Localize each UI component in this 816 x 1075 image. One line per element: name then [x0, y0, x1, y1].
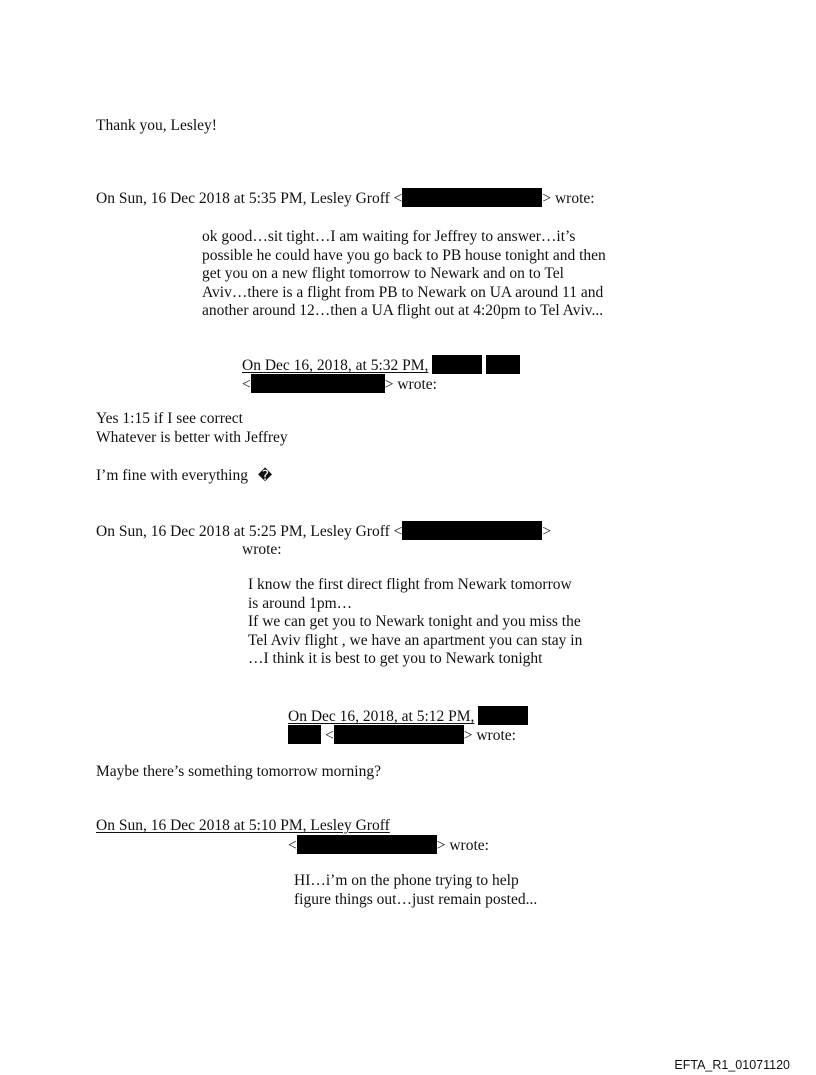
reply-header-5-address [288, 835, 489, 855]
message-body-3 [248, 576, 582, 669]
reply-header-4-date: On Dec 16, 2018, at 5:12 PM, [288, 708, 475, 725]
message-line: figure things out…just remain posted... [294, 890, 538, 908]
angle-bracket: < [288, 837, 297, 854]
message-body-5 [294, 872, 537, 909]
reply-header-2 [242, 355, 520, 375]
message-line: possible he could have you go back to PB house tonight and then [202, 246, 606, 264]
thanks-line: Thank you, Lesley! [96, 117, 217, 134]
reply-header-1-prefix: On Sun, 16 Dec 2018 at 5:35 PM, Lesley Groff < [96, 190, 403, 207]
message-line: Whatever is better with Jeffrey [96, 428, 288, 446]
message-line: is around 1pm… [248, 594, 353, 612]
redaction [486, 355, 520, 374]
reply-header-4-suffix: > wrote: [463, 727, 516, 744]
message-body-2 [96, 410, 288, 447]
redaction [478, 706, 528, 725]
message-line: HI…i’m on the phone trying to help [294, 872, 519, 889]
redaction [288, 725, 321, 744]
angle-bracket: < [242, 376, 251, 393]
message-body-4: Maybe there’s something tomorrow morning? [96, 763, 381, 780]
reply-header-3-wrote: wrote: [242, 541, 282, 558]
message-line: Yes 1:15 if I see correct [96, 410, 243, 427]
message-line: get you on a new flight tomorrow to Newark and on to Tel [202, 265, 564, 282]
message-line: ok good…sit tight…I am waiting for Jeffrey to answer…it’s [202, 228, 576, 245]
reply-header-1 [96, 188, 595, 208]
redaction [432, 355, 482, 374]
reply-header-2-address [242, 374, 437, 394]
reply-header-3-prefix: On Sun, 16 Dec 2018 at 5:25 PM, Lesley Groff < [96, 523, 403, 540]
angle-bracket: < [325, 727, 334, 744]
message-line: another around 12…then a UA flight out at 4:20pm to Tel Aviv... [202, 302, 604, 319]
reply-header-4-address [288, 725, 516, 745]
redaction [334, 725, 464, 744]
reply-header-5 [96, 816, 390, 835]
message-line: Aviv…there is a flight from PB to Newark on UA around 11 and [202, 283, 604, 301]
message-line: If we can get you to Newark tonight and you miss the [248, 613, 581, 630]
redaction [402, 521, 542, 540]
reply-header-4 [288, 706, 528, 726]
message-line: …I think it is best to get you to Newark tonight [248, 650, 543, 667]
reply-header-1-suffix: > wrote: [542, 190, 595, 207]
replacement-char-icon: � [257, 468, 273, 484]
message-body-1 [202, 228, 606, 321]
message-line-fine [96, 466, 272, 486]
redaction [251, 374, 385, 393]
reply-header-3-suffix: > [542, 523, 552, 540]
message-line: Tel Aviv flight , we have an apartment you can stay in [248, 631, 583, 649]
redaction [402, 188, 542, 207]
bates-number: EFTA_R1_01071120 [674, 1058, 790, 1072]
message-line: I’m fine with everything [96, 467, 248, 484]
reply-header-2-suffix: > wrote: [384, 376, 437, 393]
redaction [297, 835, 437, 854]
reply-header-5-suffix: > wrote: [436, 837, 489, 854]
reply-header-2-date: On Dec 16, 2018, at 5:32 PM, [242, 357, 429, 374]
reply-header-5-date: On Sun, 16 Dec 2018 at 5:10 PM, Lesley Groff [96, 817, 390, 834]
reply-header-3 [96, 521, 551, 541]
message-line: I know the first direct flight from Newark tomorrow [248, 576, 572, 593]
